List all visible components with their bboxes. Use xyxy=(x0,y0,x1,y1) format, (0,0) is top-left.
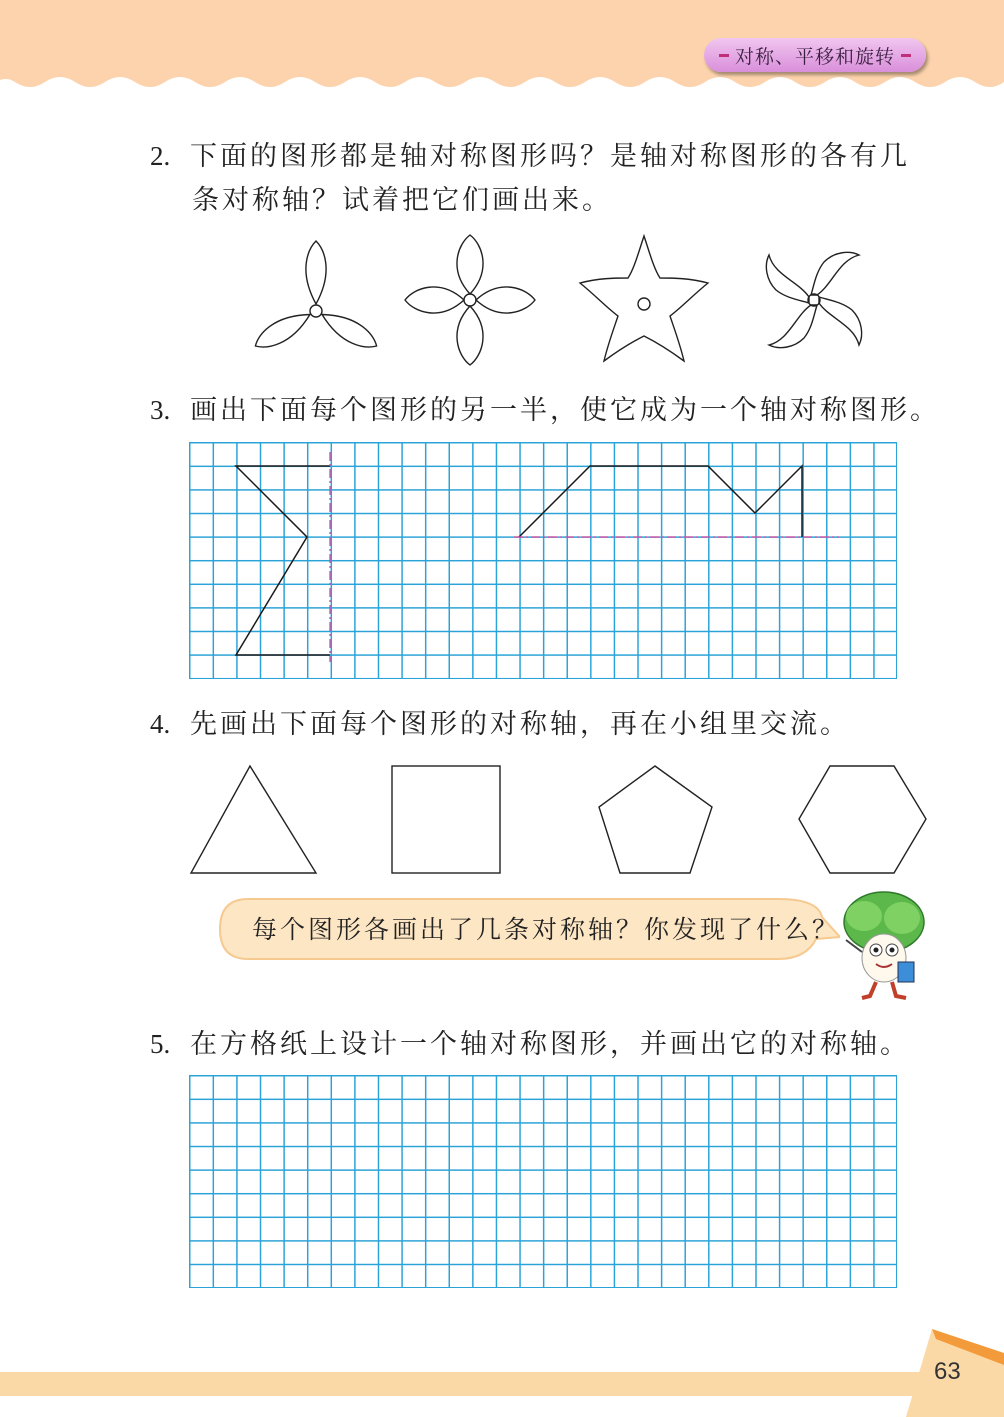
half-figure-right xyxy=(519,466,802,537)
triangle-shape xyxy=(191,766,316,873)
bottom-decorative-stripe xyxy=(0,1372,930,1396)
tag-dash-right xyxy=(901,54,911,57)
square-shape xyxy=(392,766,500,873)
question-text-line1: 下面的图形都是轴对称图形吗？是轴对称图形的各有几 xyxy=(190,141,910,172)
tag-dash-left xyxy=(719,54,729,57)
hexagon-shape xyxy=(799,766,926,873)
question-number: 4. xyxy=(150,709,171,739)
chapter-title-tag xyxy=(704,38,926,72)
half-figures xyxy=(189,442,897,679)
speech-bubble-text: 每个图形各画出了几条对称轴？你发现了什么？ xyxy=(252,915,841,944)
question-number: 5. xyxy=(150,1029,171,1059)
question-text: 画出下面每个图形的另一半，使它成为一个轴对称图形。 xyxy=(190,395,940,426)
question-number: 2. xyxy=(150,141,171,171)
question-text: 先画出下面每个图形的对称轴，再在小组里交流。 xyxy=(190,709,850,740)
polygon-shapes xyxy=(188,762,930,878)
three-petal-flower xyxy=(250,241,381,355)
pentagon-shape xyxy=(599,766,712,873)
four-petal-flower xyxy=(405,235,535,365)
question-4 xyxy=(150,702,850,747)
question-5 xyxy=(150,1022,910,1067)
question-number: 3. xyxy=(150,395,171,425)
question-3 xyxy=(150,388,940,433)
question-text: 在方格纸上设计一个轴对称图形，并画出它的对称轴。 xyxy=(190,1029,910,1060)
page-number: 63 xyxy=(934,1358,961,1385)
pinwheel-flower xyxy=(766,252,861,347)
grid-paper-q5[interactable] xyxy=(189,1075,897,1288)
five-petal-flower xyxy=(580,236,708,361)
cabbage-mascot-icon xyxy=(836,888,932,1004)
half-figure-left xyxy=(236,466,330,655)
chapter-title: 对称、平移和旋转 xyxy=(734,45,895,68)
flower-figures xyxy=(250,228,880,368)
question-2 xyxy=(150,134,910,223)
question-text-line2: 条对称轴？试着把它们画出来。 xyxy=(192,185,612,216)
